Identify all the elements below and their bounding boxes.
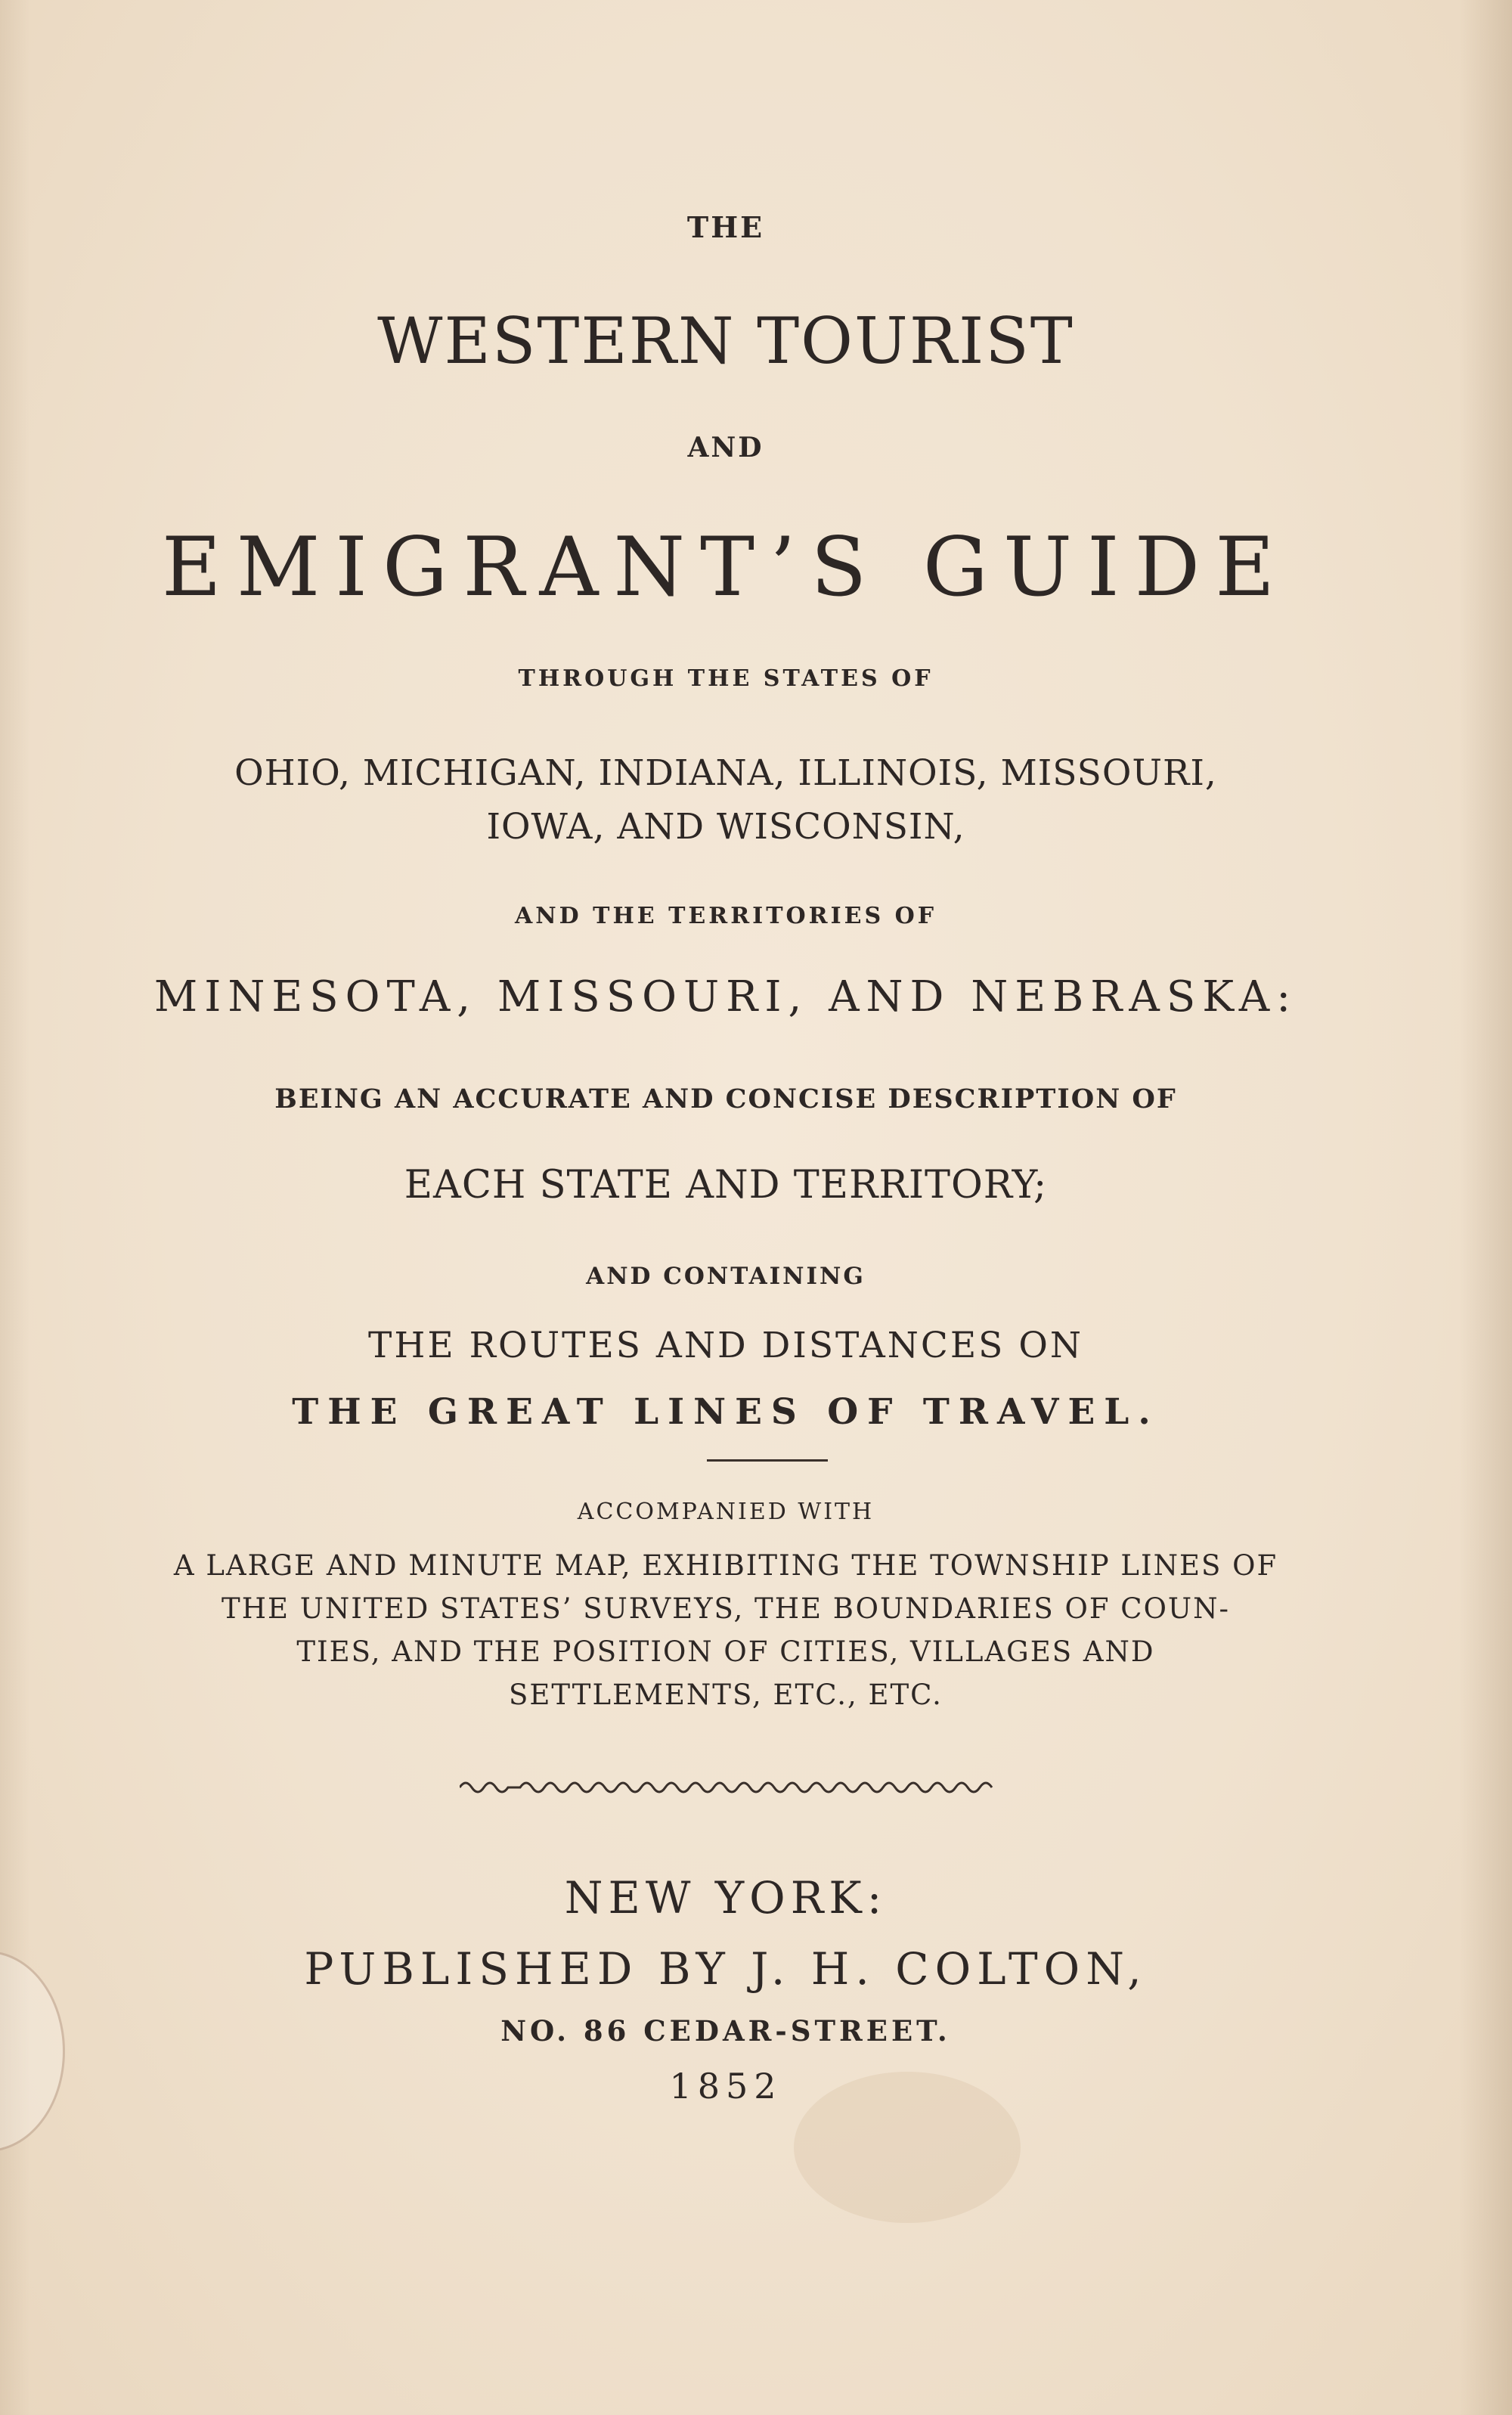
map-description-line-1: A LARGE AND MINUTE MAP, EXHIBITING THE TOWNSHIP LINES OF	[173, 1549, 1278, 1582]
imprint-address: NO. 86 CEDAR-STREET.	[500, 2014, 951, 2048]
states-line-2: IOWA, AND WISCONSIN,	[486, 806, 965, 848]
routes-line: THE ROUTES AND DISTANCES ON	[368, 1325, 1083, 1366]
states-line-1: OHIO, MICHIGAN, INDIANA, ILLINOIS, MISSOURI,	[234, 752, 1217, 794]
great-lines-of-travel: THE GREAT LINES OF TRAVEL.	[292, 1391, 1160, 1433]
divider-rule	[707, 1459, 828, 1462]
page-edge-shadow-right	[1459, 0, 1512, 2415]
title-western-tourist: WESTERN TOURIST	[377, 304, 1074, 378]
map-description-line-4: SETTLEMENTS, ETC., ETC.	[509, 1679, 943, 1711]
wavy-ornament-rule	[460, 1777, 1001, 1795]
and-territories-label: AND THE TERRITORIES OF	[514, 903, 937, 929]
map-description-line-3: TIES, AND THE POSITION OF CITIES, VILLAGES AND	[296, 1635, 1155, 1668]
and-label: AND	[687, 432, 764, 463]
each-state-line: EACH STATE AND TERRITORY;	[404, 1163, 1048, 1208]
through-the-states-label: THROUGH THE STATES OF	[518, 665, 934, 692]
description-line: BEING AN ACCURATE AND CONCISE DESCRIPTION OF	[274, 1083, 1177, 1114]
territories-line: MINESOTA, MISSOURI, AND NEBRASKA:	[153, 972, 1298, 1021]
imprint-publisher: PUBLISHED BY J. H. COLTON,	[304, 1943, 1148, 1995]
and-containing-label: AND CONTAINING	[586, 1263, 866, 1290]
the-label: THE	[686, 210, 765, 244]
map-description-line-2: THE UNITED STATES’ SURVEYS, THE BOUNDARIES OF COUN-	[222, 1592, 1230, 1625]
imprint-year: 1852	[669, 2066, 782, 2107]
title-emigrants-guide: EMIGRANT’S GUIDE	[161, 520, 1290, 615]
accompanied-with-label: ACCOMPANIED WITH	[577, 1499, 875, 1525]
imprint-city: NEW YORK:	[564, 1872, 888, 1924]
